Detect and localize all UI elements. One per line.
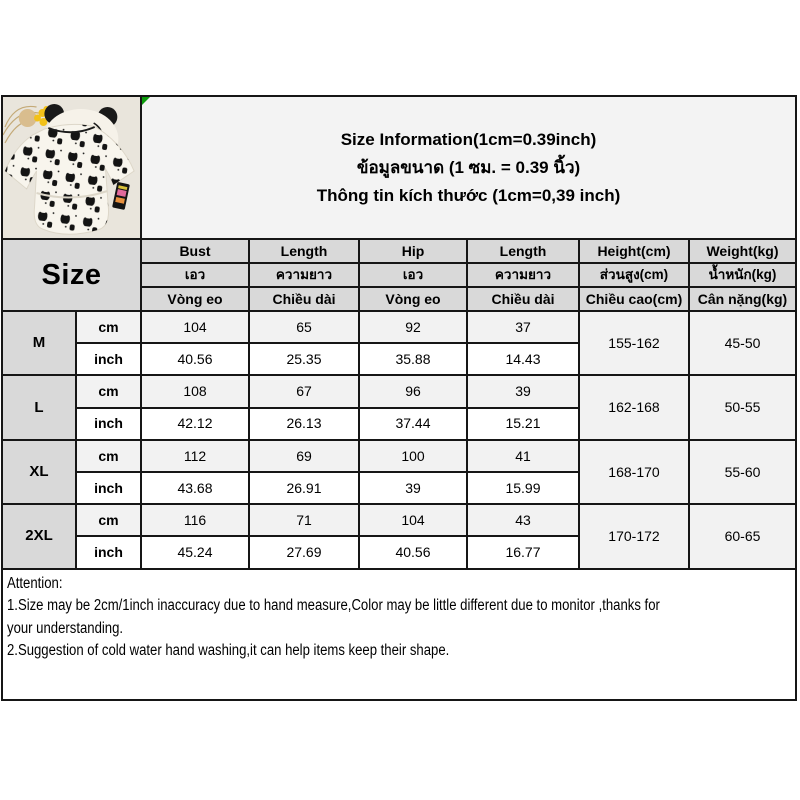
attention-note-2: 2.Suggestion of cold water hand washing,it can help items keep their shape. (7, 642, 450, 659)
size-label-2xl: 2XL (3, 505, 75, 567)
col-header-weight-vi: Cân nặng(kg) (690, 288, 795, 310)
unit-cm: cm (77, 505, 140, 535)
size-chart-sheet (1, 95, 797, 701)
unit-cm: cm (77, 376, 140, 406)
size-label-l: L (3, 376, 75, 438)
col-header-height-vi: Chiều cao(cm) (580, 288, 688, 310)
cell-l-hip-inch: 37.44 (360, 409, 466, 439)
corner-marker-icon (142, 97, 150, 105)
col-header-height-en: Height(cm) (580, 240, 688, 262)
cell-m-length2-cm: 37 (468, 312, 578, 342)
title-vietnamese: Thông tin kích thước (1cm=0,39 inch) (316, 185, 621, 205)
col-header-hip-en: Hip (360, 240, 466, 262)
cell-m-length2-inch: 14.43 (468, 344, 578, 374)
cell-l-hip-cm: 96 (360, 376, 466, 406)
cell-xl-hip-inch: 39 (360, 473, 466, 503)
unit-inch: inch (77, 473, 140, 503)
cell-l-length2-inch: 15.21 (468, 409, 578, 439)
col-header-weight-en: Weight(kg) (690, 240, 795, 262)
attention-heading: Attention: (7, 574, 63, 592)
cell-m-weight: 45-50 (690, 312, 795, 374)
cell-m-hip-inch: 35.88 (360, 344, 466, 374)
pompom-icon (19, 109, 37, 127)
cell-m-bust-inch: 40.56 (142, 344, 248, 374)
cell-m-length-inch: 25.35 (250, 344, 358, 374)
cell-l-height: 162-168 (580, 376, 688, 438)
col-header-length2-vi: Chiều dài (468, 288, 578, 310)
cell-xl-length2-inch: 15.99 (468, 473, 578, 503)
title-english: Size Information(1cm=0.39inch) (340, 129, 597, 149)
unit-inch: inch (77, 537, 140, 567)
col-header-length-th: ความยาว (250, 264, 358, 286)
product-photo-illustration (3, 97, 140, 238)
unit-inch: inch (77, 344, 140, 374)
title-thai: ข้อมูลขนาด (1 ซม. = 0.39 นิ้ว) (356, 157, 581, 177)
cell-2xl-bust-inch: 45.24 (142, 537, 248, 567)
unit-cm: cm (77, 312, 140, 342)
col-header-hip-vi: Vòng eo (360, 288, 466, 310)
cell-2xl-height: 170-172 (580, 505, 688, 567)
col-header-bust-vi: Vòng eo (142, 288, 248, 310)
cell-l-bust-cm: 108 (142, 376, 248, 406)
col-header-length2-th: ความยาว (468, 264, 578, 286)
cell-l-length-cm: 67 (250, 376, 358, 406)
cell-l-length-inch: 26.13 (250, 409, 358, 439)
cell-2xl-bust-cm: 116 (142, 505, 248, 535)
cell-xl-hip-cm: 100 (360, 441, 466, 471)
col-header-height-th: ส่วนสูง(cm) (580, 264, 688, 286)
cell-xl-length-cm: 69 (250, 441, 358, 471)
cell-2xl-length-inch: 27.69 (250, 537, 358, 567)
title-block (142, 97, 795, 238)
product-photo (3, 97, 140, 238)
col-header-length-en: Length (250, 240, 358, 262)
col-header-bust-th: เอว (142, 264, 248, 286)
cell-l-weight: 50-55 (690, 376, 795, 438)
cell-2xl-weight: 60-65 (690, 505, 795, 567)
col-header-length-vi: Chiều dài (250, 288, 358, 310)
cell-2xl-length-cm: 71 (250, 505, 358, 535)
cell-xl-bust-inch: 43.68 (142, 473, 248, 503)
cell-l-bust-inch: 42.12 (142, 409, 248, 439)
unit-cm: cm (77, 441, 140, 471)
cell-2xl-length2-inch: 16.77 (468, 537, 578, 567)
cell-xl-weight: 55-60 (690, 441, 795, 503)
col-header-weight-th: น้ำหนัก(kg) (690, 264, 795, 286)
cell-2xl-hip-inch: 40.56 (360, 537, 466, 567)
attention-section (3, 570, 795, 700)
cell-xl-height: 168-170 (580, 441, 688, 503)
cell-2xl-length2-cm: 43 (468, 505, 578, 535)
cell-m-length-cm: 65 (250, 312, 358, 342)
cell-2xl-hip-cm: 104 (360, 505, 466, 535)
col-header-hip-th: เอว (360, 264, 466, 286)
cell-m-height: 155-162 (580, 312, 688, 374)
size-label-m: M (3, 312, 75, 374)
cell-xl-length-inch: 26.91 (250, 473, 358, 503)
cell-xl-length2-cm: 41 (468, 441, 578, 471)
cell-xl-bust-cm: 112 (142, 441, 248, 471)
cell-m-hip-cm: 92 (360, 312, 466, 342)
col-header-bust-en: Bust (142, 240, 248, 262)
cell-l-length2-cm: 39 (468, 376, 578, 406)
attention-note-1: 1.Size may be 2cm/1inch inaccuracy due to hand measure,Color may be little different due to monitor ,thanks for your understanding. (7, 597, 660, 637)
size-header: Size (3, 240, 140, 310)
size-label-xl: XL (3, 441, 75, 503)
unit-inch: inch (77, 409, 140, 439)
col-header-length2-en: Length (468, 240, 578, 262)
cell-m-bust-cm: 104 (142, 312, 248, 342)
